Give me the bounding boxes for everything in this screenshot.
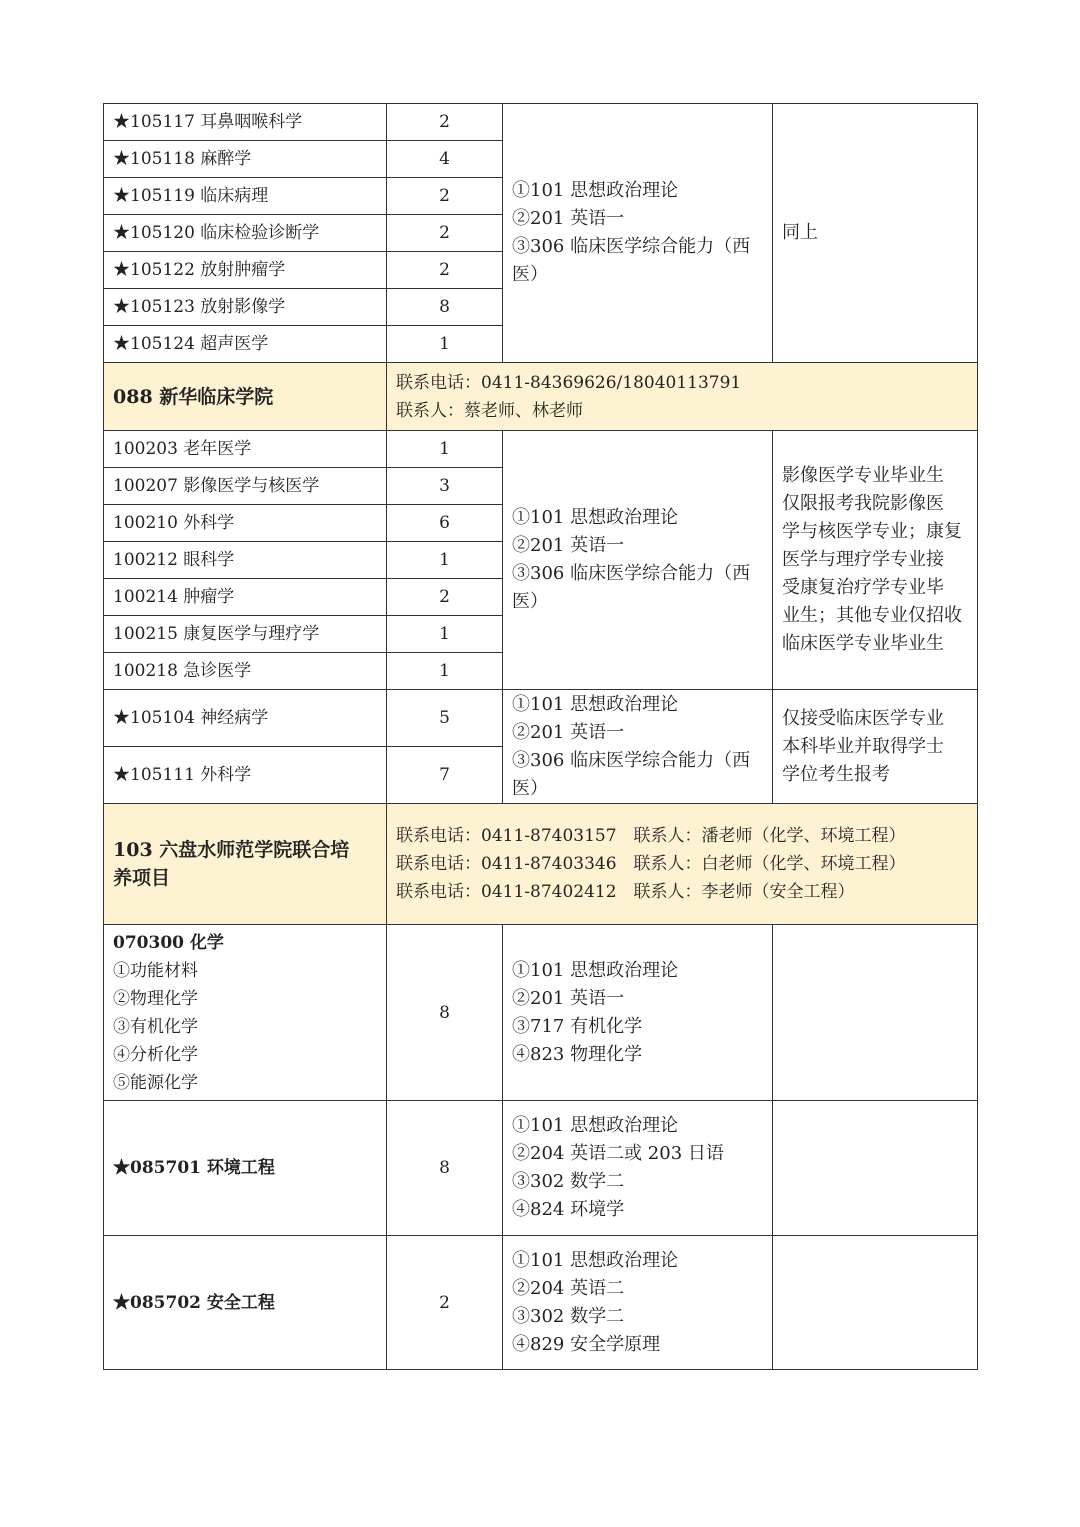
research-direction: ②物理化学 xyxy=(113,988,198,1009)
contact-line: 联系电话：0411-87402412 联系人：李老师（安全工程） xyxy=(396,882,855,902)
enrollment-count: 1 xyxy=(387,431,503,468)
enrollment-count: 8 xyxy=(387,1101,503,1236)
program-name: ★105120 临床检验诊断学 xyxy=(104,215,387,252)
exam-line: ①101 思想政治理论 xyxy=(512,1249,679,1271)
program-name: 070300 化学 xyxy=(113,932,224,953)
exam-line: ②201 英语一 xyxy=(512,987,625,1009)
contact-line: 联系电话：0411-87403346 联系人：白老师（化学、环境工程） xyxy=(396,854,906,874)
research-direction: ④分析化学 xyxy=(113,1044,198,1065)
enrollment-count: 2 xyxy=(387,1236,503,1370)
remark xyxy=(773,1236,978,1370)
remark-line: 学与核医学专业；康复 xyxy=(782,521,962,542)
research-direction: ①功能材料 xyxy=(113,960,198,981)
remark-line: 受康复治疗学专业毕 xyxy=(782,577,944,598)
program-name: 100210 外科学 xyxy=(104,505,387,542)
program-name: ★105119 临床病理 xyxy=(104,178,387,215)
exam-line: ①101 思想政治理论 xyxy=(512,1115,679,1136)
enrollment-count: 2 xyxy=(387,215,503,252)
program-cell xyxy=(104,925,387,1101)
college-contact xyxy=(387,363,978,431)
admissions-table xyxy=(103,103,978,1370)
enrollment-count: 3 xyxy=(387,468,503,505)
exam-line: ④823 物理化学 xyxy=(512,1043,643,1065)
exam-subjects xyxy=(503,104,773,363)
program-name: ★105118 麻醉学 xyxy=(104,141,387,178)
program-name: 100215 康复医学与理疗学 xyxy=(104,616,387,653)
exam-line: 医） xyxy=(512,777,548,799)
exam-line: ②201 英语一 xyxy=(512,208,625,229)
program-name: 100214 肿瘤学 xyxy=(104,579,387,616)
exam-line: ③302 数学二 xyxy=(512,1171,625,1192)
exam-subjects xyxy=(503,690,773,804)
enrollment-count: 1 xyxy=(387,616,503,653)
remark-line: 业生；其他专业仅招收 xyxy=(782,605,962,626)
remark xyxy=(773,925,978,1101)
remark-line: 仅限报考我院影像医 xyxy=(782,493,944,514)
exam-subjects xyxy=(503,1101,773,1236)
enrollment-count: 2 xyxy=(387,104,503,141)
enrollment-count: 2 xyxy=(387,579,503,616)
exam-line: ①101 思想政治理论 xyxy=(512,959,679,981)
exam-line: ④824 环境学 xyxy=(512,1199,625,1220)
exam-line: ①101 思想政治理论 xyxy=(512,693,679,715)
enrollment-count: 4 xyxy=(387,141,503,178)
remark xyxy=(773,690,978,804)
program-name: 100218 急诊医学 xyxy=(104,653,387,690)
exam-line: ③306 临床医学综合能力（西 xyxy=(512,563,751,584)
exam-line: ②204 英语二 xyxy=(512,1277,625,1299)
college-contact xyxy=(387,804,978,925)
exam-line: ①101 思想政治理论 xyxy=(512,180,679,201)
enrollment-count: 2 xyxy=(387,252,503,289)
remark-line: 影像医学专业毕业生 xyxy=(782,465,944,486)
program-name: ★105123 放射影像学 xyxy=(104,289,387,326)
enrollment-count: 7 xyxy=(387,747,503,804)
research-direction: ③有机化学 xyxy=(113,1016,198,1037)
enrollment-count: 5 xyxy=(387,690,503,747)
program-name: ★105111 外科学 xyxy=(104,747,387,804)
program-name: 100207 影像医学与核医学 xyxy=(104,468,387,505)
remark: 同上 xyxy=(773,104,978,363)
enrollment-count: 8 xyxy=(387,925,503,1101)
remark-line: 仅接受临床医学专业 xyxy=(782,707,944,729)
program-name: ★105117 耳鼻咽喉科学 xyxy=(104,104,387,141)
program-name: ★105124 超声医学 xyxy=(104,326,387,363)
exam-line: 医） xyxy=(512,591,548,612)
exam-subjects xyxy=(503,431,773,690)
college-name: 088 新华临床学院 xyxy=(104,363,387,431)
exam-line: ②204 英语二或 203 日语 xyxy=(512,1143,724,1164)
remark-line: 临床医学专业毕业生 xyxy=(782,633,944,654)
exam-subjects xyxy=(503,1236,773,1370)
college-name-line: 103 六盘水师范学院联合培 xyxy=(113,839,350,861)
exam-line: ②201 英语一 xyxy=(512,721,625,743)
enrollment-count: 2 xyxy=(387,178,503,215)
college-name xyxy=(104,804,387,925)
exam-line: ③306 临床医学综合能力（西 xyxy=(512,749,751,771)
exam-line: ④829 安全学原理 xyxy=(512,1333,661,1355)
enrollment-count: 1 xyxy=(387,542,503,579)
exam-subjects xyxy=(503,925,773,1101)
enrollment-count: 6 xyxy=(387,505,503,542)
program-name: 100203 老年医学 xyxy=(104,431,387,468)
program-name: ★105122 放射肿瘤学 xyxy=(104,252,387,289)
research-direction: ⑤能源化学 xyxy=(113,1072,198,1093)
enrollment-count: 8 xyxy=(387,289,503,326)
exam-line: ③717 有机化学 xyxy=(512,1015,643,1037)
remark xyxy=(773,1101,978,1236)
remark-line: 学位考生报考 xyxy=(782,763,890,785)
enrollment-count: 1 xyxy=(387,653,503,690)
remark xyxy=(773,431,978,690)
remark-line: 医学与理疗学专业接 xyxy=(782,549,944,570)
exam-line: ③302 数学二 xyxy=(512,1305,625,1327)
enrollment-count: 1 xyxy=(387,326,503,363)
exam-line: 医） xyxy=(512,264,548,285)
exam-line: ③306 临床医学综合能力（西 xyxy=(512,236,751,257)
remark-line: 本科毕业并取得学士 xyxy=(782,735,944,757)
program-name: ★105104 神经病学 xyxy=(104,690,387,747)
exam-line: ②201 英语一 xyxy=(512,535,625,556)
contact-line: 联系电话：0411-84369626/18040113791 xyxy=(396,372,742,393)
program-name: ★085702 安全工程 xyxy=(104,1236,387,1370)
exam-line: ①101 思想政治理论 xyxy=(512,507,679,528)
contact-line: 联系人：蔡老师、林老师 xyxy=(396,400,583,421)
college-name-line: 养项目 xyxy=(113,867,171,889)
program-name: ★085701 环境工程 xyxy=(104,1101,387,1236)
program-name: 100212 眼科学 xyxy=(104,542,387,579)
contact-line: 联系电话：0411-87403157 联系人：潘老师（化学、环境工程） xyxy=(396,826,906,846)
